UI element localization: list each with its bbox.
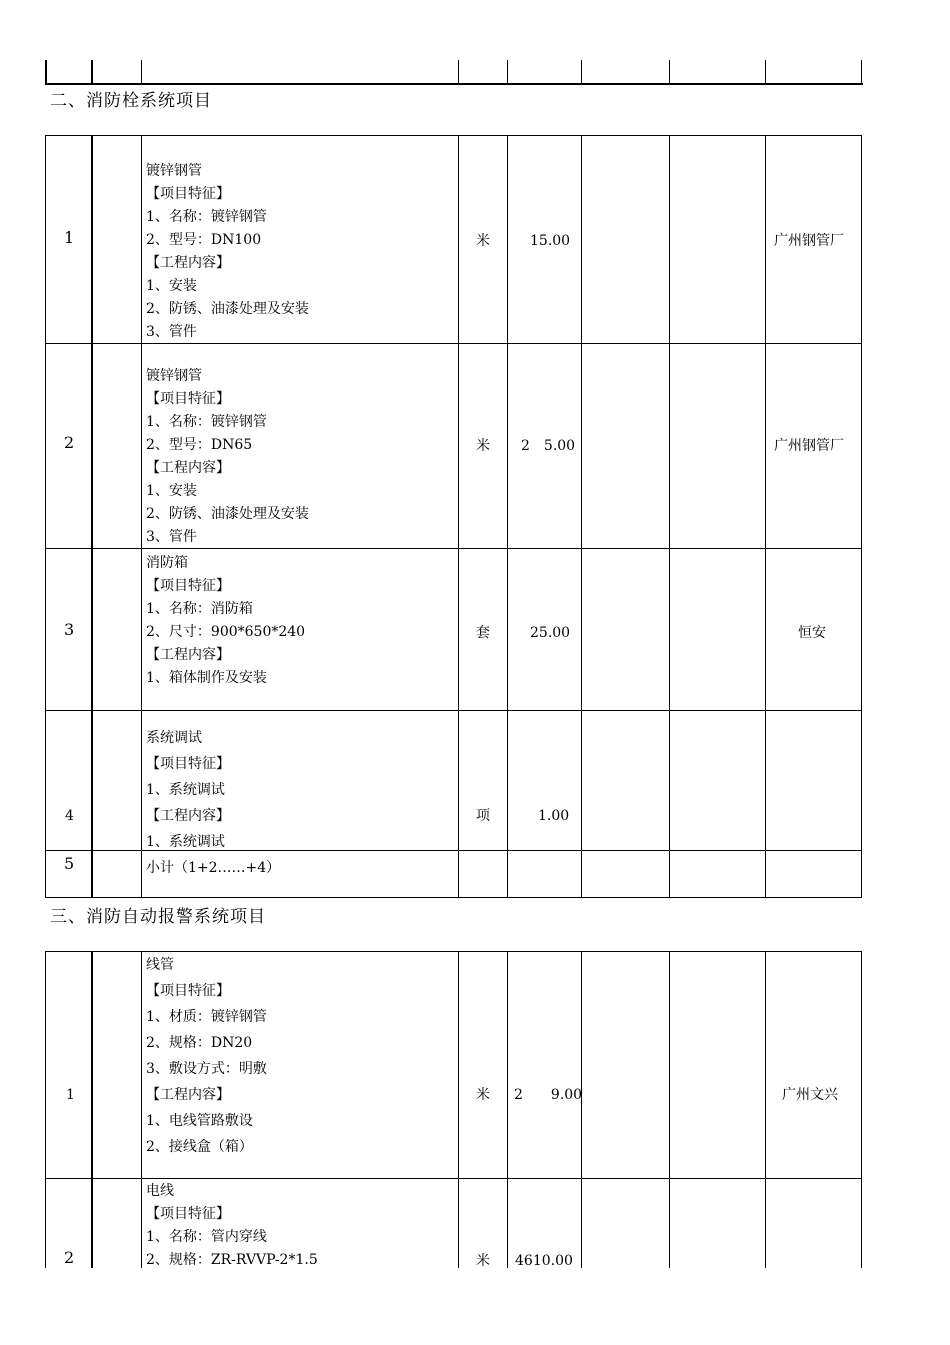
- unit-cell: 米: [476, 233, 490, 249]
- desc-line: 1、材质：镀锌钢管: [146, 1009, 267, 1025]
- desc-line: 2、规格：ZR-RVVP-2*1.5: [146, 1252, 318, 1268]
- item-description: [146, 952, 267, 1160]
- unit-cell: 米: [476, 1087, 490, 1103]
- item-description: [146, 160, 309, 344]
- desc-line: 1、系统调试: [146, 834, 225, 850]
- desc-line: 【工程内容】: [146, 647, 230, 663]
- desc-line: 电线: [146, 1183, 174, 1199]
- desc-line: 消防箱: [146, 555, 188, 571]
- desc-line: 2、接线盒（箱）: [146, 1139, 253, 1155]
- desc-line: 【工程内容】: [146, 460, 230, 476]
- desc-line: 3、管件: [146, 529, 197, 545]
- row-number: 5: [64, 854, 75, 873]
- section-title-fire-alarm: 三、消防自动报警系统项目: [50, 907, 266, 927]
- quantity-cell: 4610.00: [515, 1253, 573, 1269]
- desc-line: 【项目特征】: [146, 756, 230, 772]
- quantity-cell: 25.00: [530, 625, 571, 641]
- desc-line: 2、规格：DN20: [146, 1035, 253, 1051]
- item-description: [146, 725, 230, 855]
- desc-line: 1、名称：管内穿线: [146, 1229, 267, 1245]
- subtotal-label: 小计（1+2……+4）: [146, 860, 281, 876]
- brand-cell: 广州钢管厂: [774, 233, 844, 249]
- quantity-cell: 2 9.00: [514, 1087, 583, 1103]
- row-number: 2: [64, 1248, 75, 1267]
- desc-line: 1、系统调试: [146, 782, 225, 798]
- quantity-cell: 2 5.00: [521, 438, 576, 454]
- desc-line: 1、电线管路敷设: [146, 1113, 253, 1129]
- desc-line: 1、名称：镀锌钢管: [146, 414, 267, 430]
- desc-line: 2、防锈、油漆处理及安装: [146, 506, 309, 522]
- unit-cell: 米: [476, 438, 490, 454]
- desc-line: 1、安装: [146, 483, 197, 499]
- desc-line: 镀锌钢管: [146, 368, 202, 384]
- desc-line: 3、敷设方式：明敷: [146, 1061, 267, 1077]
- brand-cell: 广州钢管厂: [774, 438, 844, 454]
- row-number: 4: [65, 808, 74, 824]
- quantity-cell: 1.00: [538, 808, 570, 824]
- desc-line: 1、名称：镀锌钢管: [146, 209, 267, 225]
- desc-line: 【工程内容】: [146, 1087, 230, 1103]
- desc-line: 镀锌钢管: [146, 163, 202, 179]
- brand-cell: 广州文兴: [782, 1087, 838, 1103]
- desc-line: 2、型号：DN100: [146, 232, 262, 248]
- desc-line: 线管: [146, 957, 174, 973]
- row-number: 3: [64, 620, 75, 639]
- item-description: [146, 1180, 318, 1272]
- desc-line: 2、防锈、油漆处理及安装: [146, 301, 309, 317]
- desc-line: 2、型号：DN65: [146, 437, 253, 453]
- desc-line: 1、箱体制作及安装: [146, 670, 267, 686]
- item-description: [146, 365, 309, 549]
- desc-line: 【项目特征】: [146, 983, 230, 999]
- desc-line: 2、尺寸：900*650*240: [146, 624, 306, 640]
- desc-line: 【工程内容】: [146, 255, 230, 271]
- row-number: 1: [66, 1087, 75, 1103]
- row-number: 1: [64, 228, 75, 247]
- unit-cell: 项: [476, 808, 490, 824]
- desc-line: 1、安装: [146, 278, 197, 294]
- desc-line: 【项目特征】: [146, 391, 230, 407]
- desc-line: 系统调试: [146, 730, 202, 746]
- desc-line: 1、名称：消防箱: [146, 601, 253, 617]
- row-number: 2: [64, 433, 75, 452]
- unit-cell: 套: [476, 625, 490, 641]
- desc-line: 【工程内容】: [146, 808, 230, 824]
- quantity-cell: 15.00: [530, 233, 571, 249]
- desc-line: 【项目特征】: [146, 578, 230, 594]
- item-description: [146, 552, 305, 690]
- unit-cell: 米: [476, 1253, 490, 1269]
- section-title-hydrant: 二、消防栓系统项目: [50, 91, 212, 111]
- desc-line: 【项目特征】: [146, 186, 230, 202]
- desc-line: 3、管件: [146, 324, 197, 340]
- desc-line: 【项目特征】: [146, 1206, 230, 1222]
- brand-cell: 恒安: [798, 625, 826, 641]
